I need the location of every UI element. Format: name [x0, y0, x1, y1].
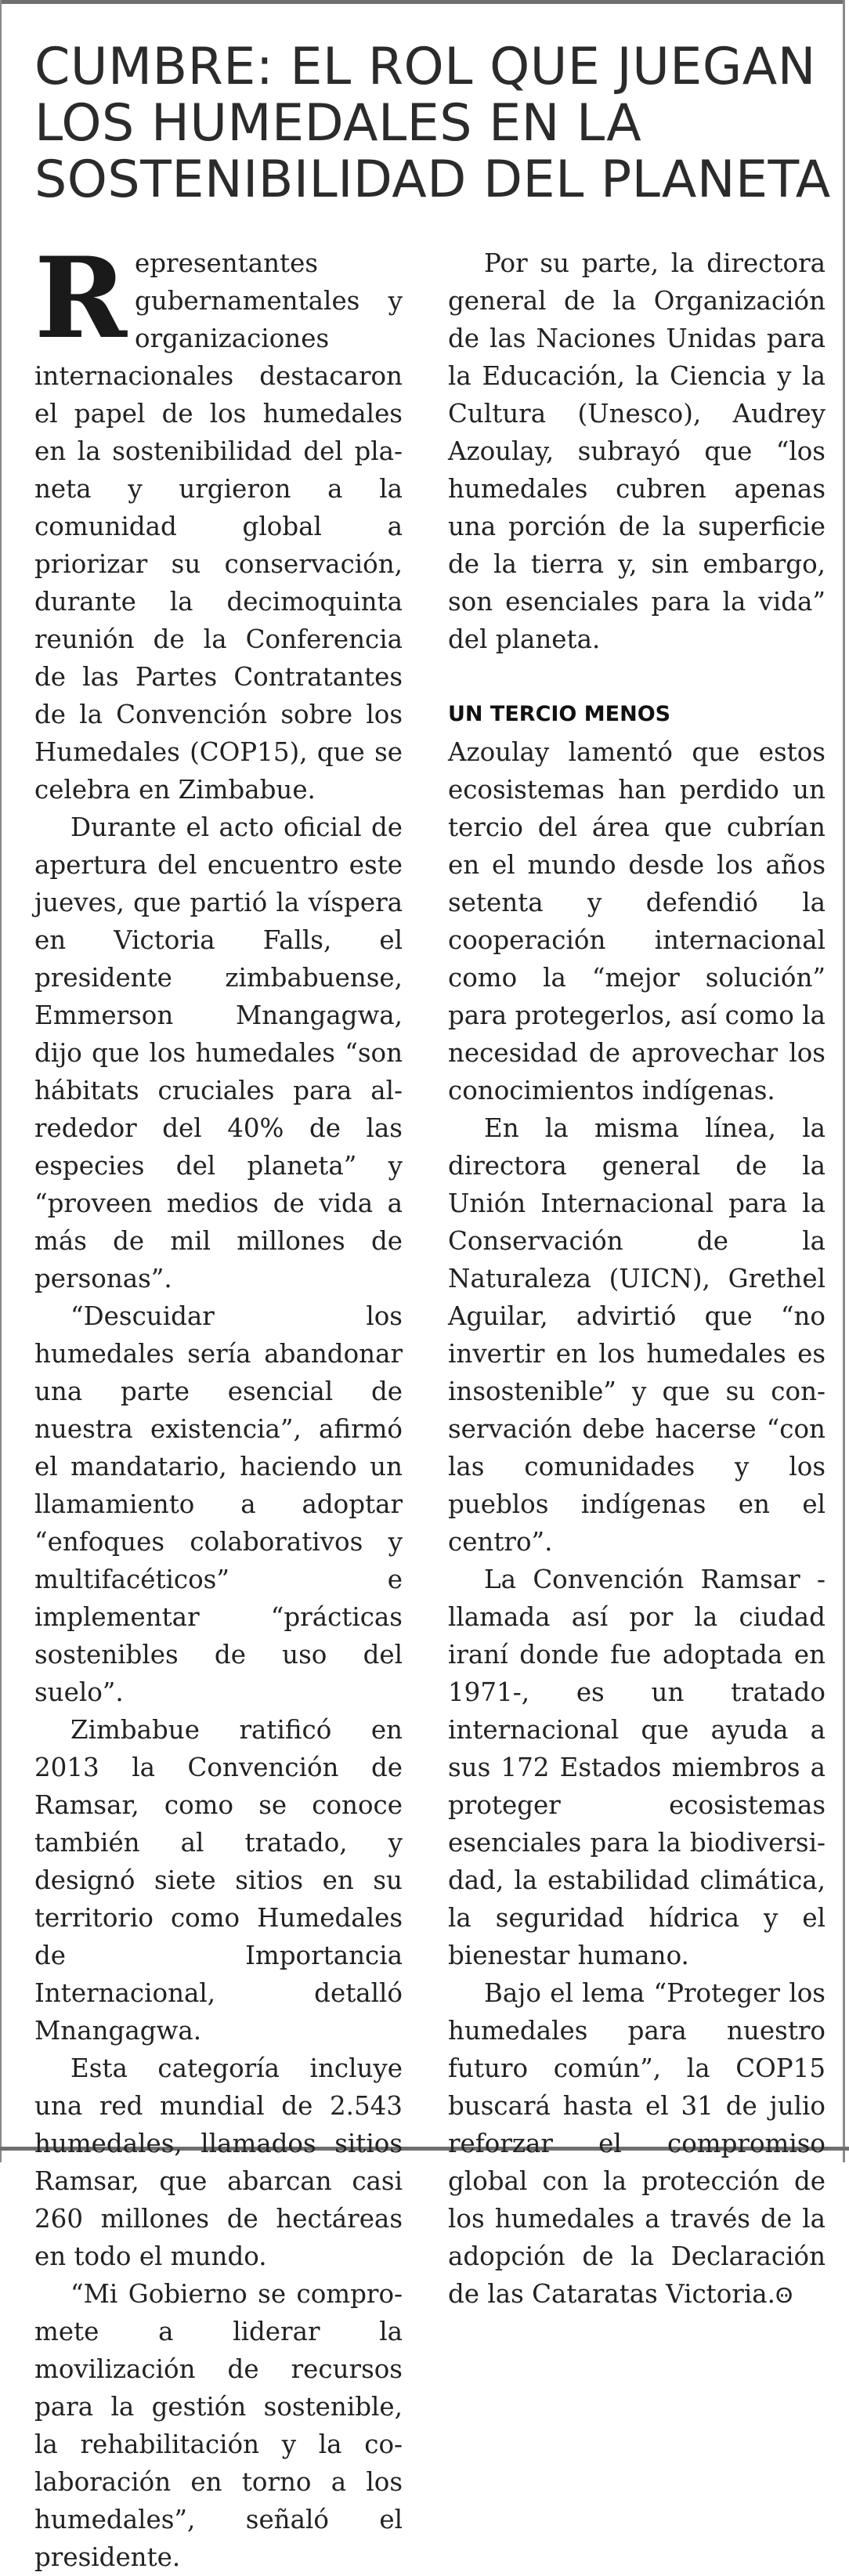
- paragraph-1-text: epresentantes gubernamentales y organizaciones internacionales destacaron el papel de los humedales en la sostenibilidad del planeta y urgieron a la comunidad global a priorizar su conservación, durante la decimoquinta reunión de la Conferencia de las Partes Contratantes de la Convención sobre los Humedales (COP15), que se celebra en Zimbabue.: [34, 248, 403, 805]
- left-border: [0, 0, 2, 2162]
- article-paragraph-5: Esta categoría incluye una red mundial de 2.543 humedales, llamados sitios Ramsar, que abarcan casi 260 millones de hectáreas en todo el mundo.: [34, 2053, 403, 2271]
- headline-line-1: CUMBRE: EL ROL QUE JUEGAN: [34, 38, 816, 96]
- drop-cap: R: [34, 233, 128, 364]
- end-of-article-icon: Ꙫ: [775, 2285, 793, 2308]
- article-subheading: UN TERCIO MENOS: [448, 702, 671, 726]
- headline-line-2: LOS HUMEDALES EN LA: [34, 94, 642, 153]
- article-paragraph-3: “Descuidar los humedales sería abandonar una parte esencial de nuestra existencia”, afirmó el mandatario, haciendo un llamamiento a adoptar “enfoques colaborativos y multifacéticos” e implementar “prácticas sostenibles de uso del suelo”.: [34, 1301, 403, 1707]
- article-paragraph-2: Durante el acto oficial de apertura del encuentro este jueves, que partió la víspera en Victoria Falls, el presidente zimbabuense, Emmerson Mnangagwa, dijo que los humedales “son hábitats cruciales para alrededor del 40% de las especies del planeta” y “proveen medios de vida a más de mil millones de personas”.: [34, 812, 403, 1293]
- article-headline: [34, 38, 831, 209]
- article-paragraph-11: [448, 1974, 826, 2315]
- article-column-right: [448, 244, 826, 2315]
- article-paragraph-10: La Convención Ramsar -llamada así por la ciudad iraní donde fue adoptada en 1971-, es un tratado internacional que ayuda a sus 172 Estados miembros a proteger ecosistemas esenciales para la biodiversidad, la estabilidad climática, la seguridad hídrica y el bienestar humano.: [448, 1565, 826, 1970]
- article-paragraph-1: [34, 233, 403, 809]
- article-paragraph-7: Por su parte, la directora general de la Organización de las Naciones Unidas para la Educación, la Ciencia y la Cultura (Unesco), Audrey Azoulay, subrayó que “los humedales cubren apenas una porción de la superficie de la tierra y, sin embargo, son esenciales para la vida” del planeta.: [448, 248, 826, 654]
- article-column-left: [34, 233, 403, 2576]
- article-paragraph-8: Azoulay lamentó que estos ecosistemas han perdido un tercio del área que cubrían en el mundo desde los años setenta y defendió la cooperación internacional como la “mejor solución” para protegerlos, así como la necesidad de aprovechar los conocimientos indígenas.: [448, 737, 826, 1105]
- article-paragraph-6: “Mi Gobierno se compromete a liderar la movilización de recursos para la gestión sostenible, la rehabilitación y la colaboración en torno a los humedales”, señaló el presidente.: [34, 2279, 403, 2572]
- headline-line-3: SOSTENIBILIDAD DEL PLANETA: [34, 150, 831, 209]
- article-paragraph-9: En la misma línea, la directora general de la Unión Internacional para la Conservación de la Naturaleza (UICN), Grethel Aguilar, advirtió que “no invertir en los humedales es insostenible” y que su conservación debe hacerse “con las comunidades y los pueblos indígenas en el centro”.: [448, 1113, 826, 1557]
- right-border: [843, 0, 845, 2162]
- paragraph-11-text: Bajo el lema “Proteger los humedales para nuestro futuro común”, la COP15 buscará hasta el 31 de julio reforzar el compromiso global con la protección de los humedales a través de la adopción de la Declaración de las Cataratas Victoria.: [448, 1978, 826, 2309]
- top-border: [0, 0, 844, 4]
- article-paragraph-4: Zimbabue ratificó en 2013 la Convención de Ramsar, como se conoce también al tratado, y designó siete sitios en su territorio como Humedales de Importancia Internacional, detalló Mnangagwa.: [34, 1715, 403, 2046]
